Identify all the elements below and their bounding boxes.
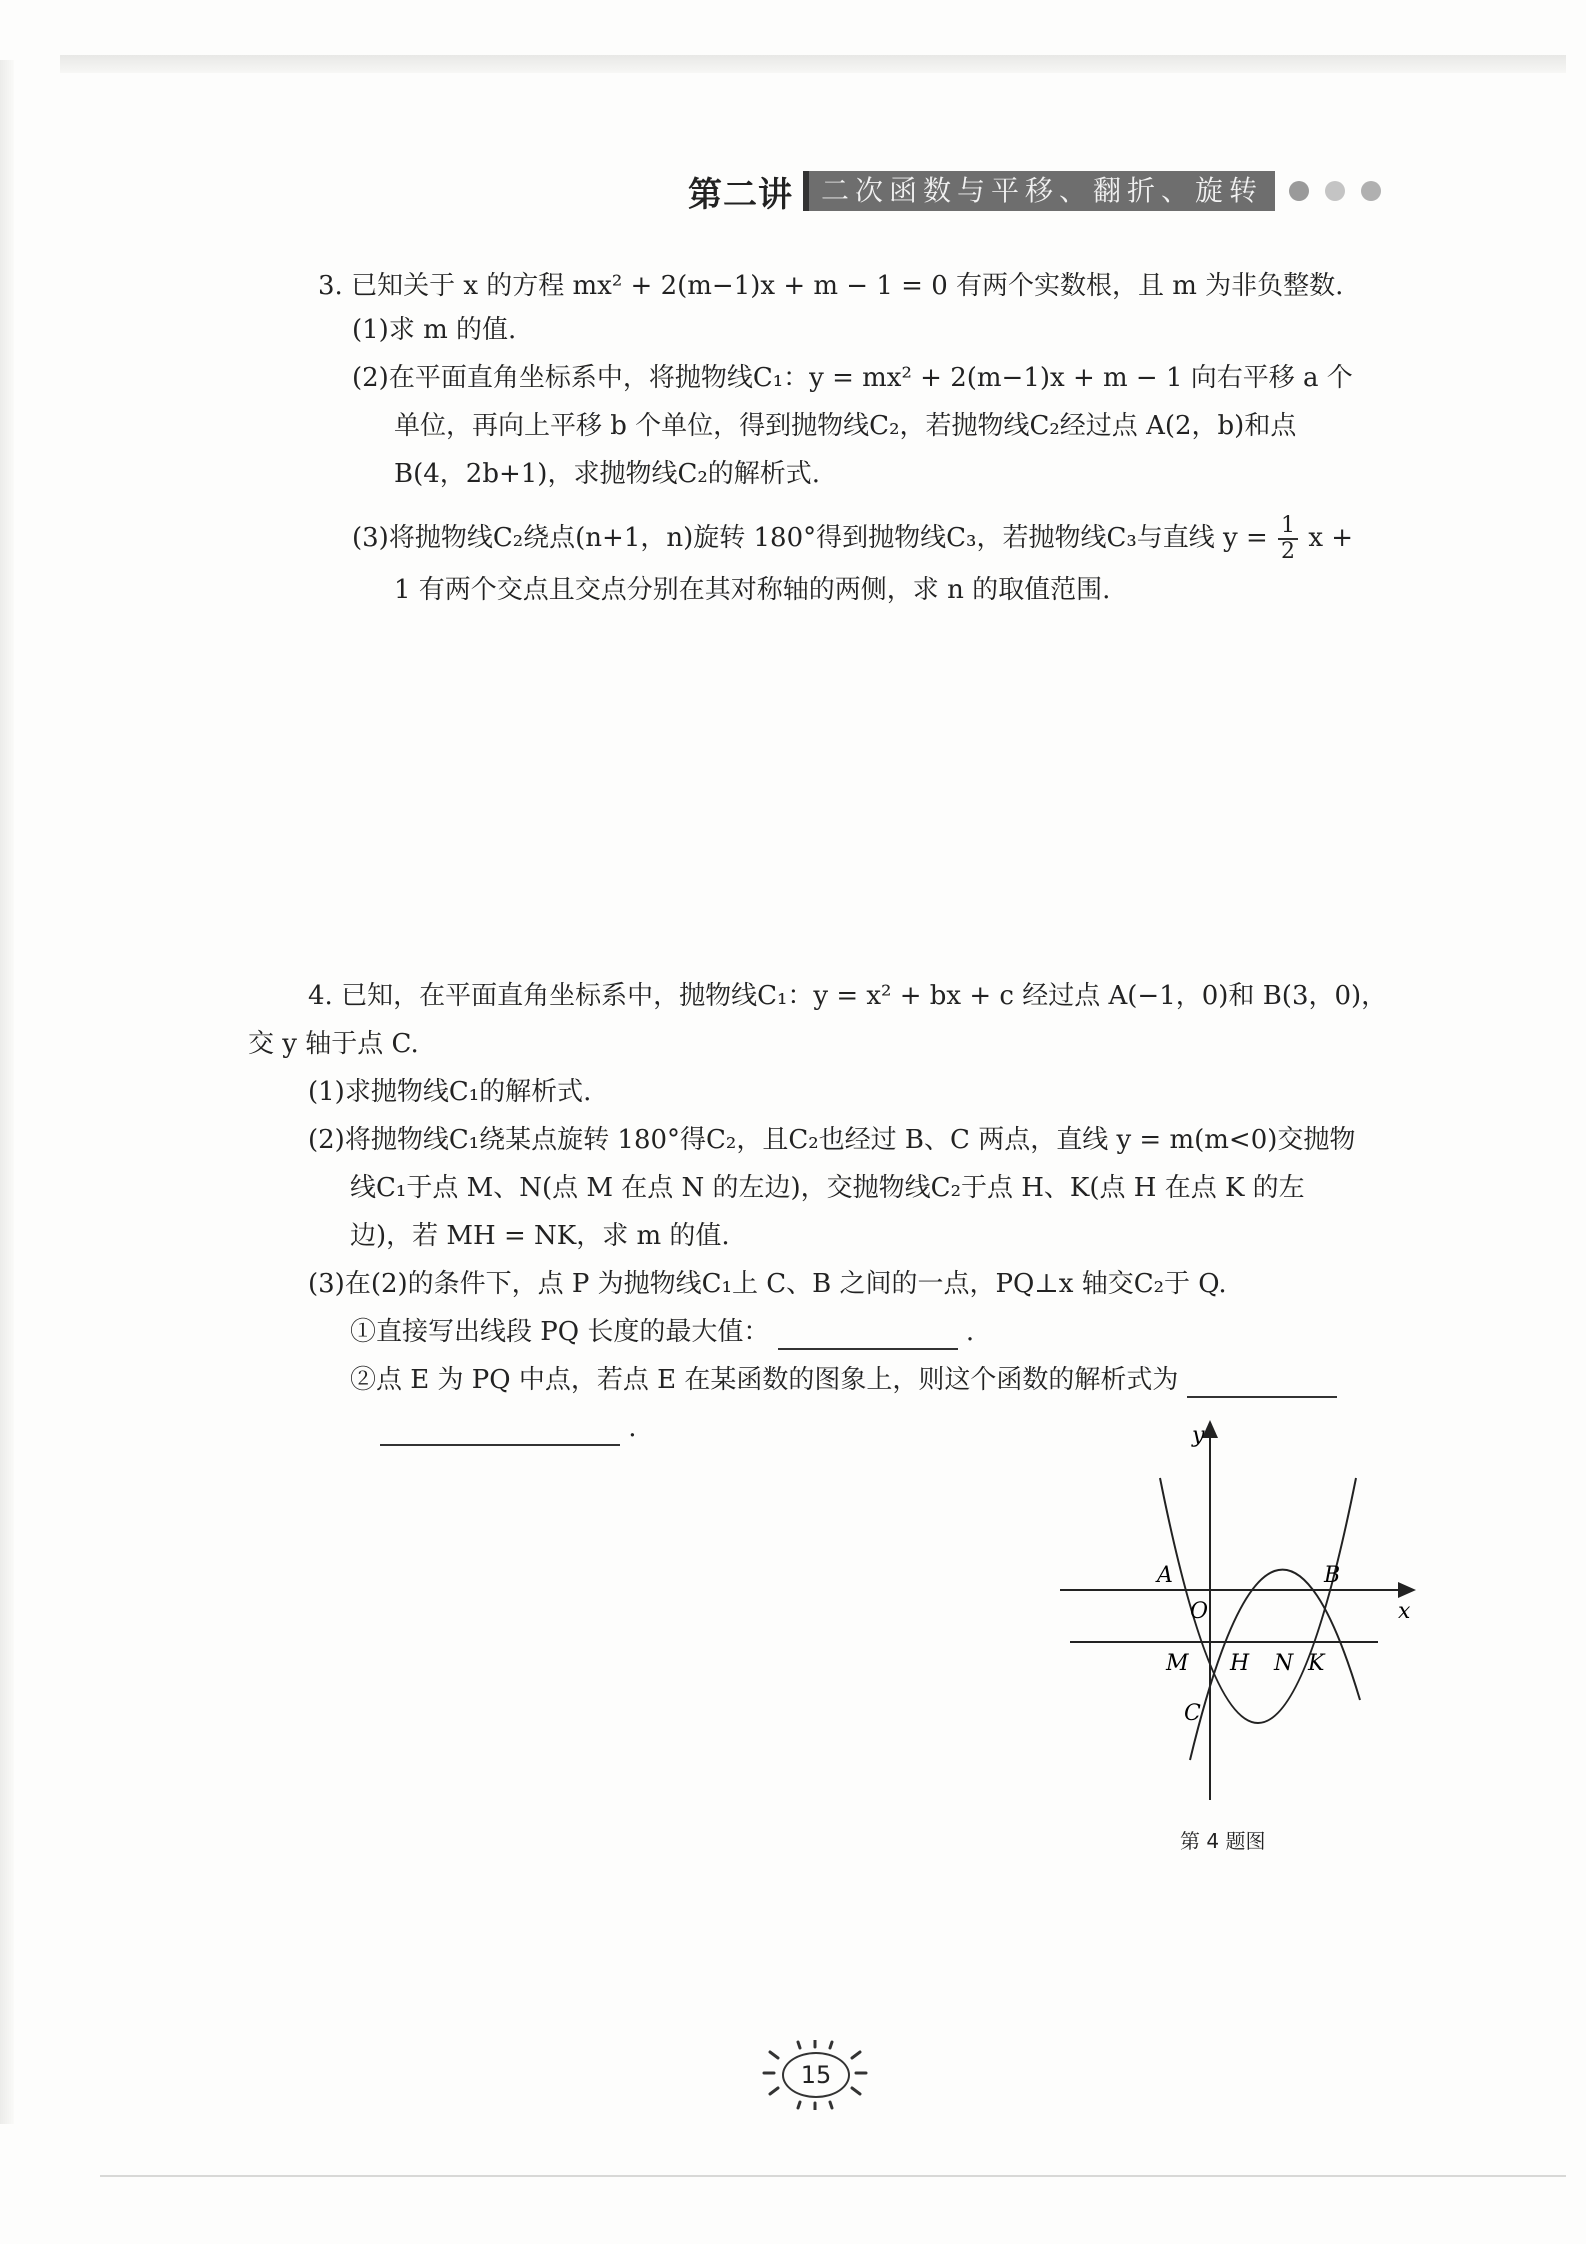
dot-icon: [1289, 181, 1309, 201]
lecture-number: 第二讲: [688, 174, 793, 215]
q3-part3-line1: [352, 514, 1353, 564]
answer-blank[interactable]: [380, 1414, 620, 1446]
q4-part3-sub1-text: ①直接写出线段 PQ 长度的最大值：: [350, 1317, 770, 1347]
fraction-numerator: 1: [1278, 514, 1298, 540]
header-dots: [1289, 181, 1397, 201]
label-h: H: [1230, 1651, 1250, 1676]
page-number: 15: [782, 2052, 850, 2098]
answer-blank[interactable]: [1187, 1366, 1337, 1398]
label-x: x: [1398, 1599, 1411, 1624]
q3-part2-line3: B(4，2b+1)，求抛物线C₂的解析式.: [394, 459, 821, 489]
q4-part3-sub1-end: .: [965, 1317, 975, 1347]
lecture-title: 二次函数与平移、翻折、旋转: [803, 171, 1275, 211]
q4-stem-line2: 交 y 轴于点 C.: [248, 1029, 419, 1059]
lecture-header: [688, 168, 1397, 214]
label-b: B: [1324, 1563, 1341, 1588]
q4-part3-sub2: [350, 1362, 1337, 1398]
q4-part3-sub2-cont: [380, 1410, 637, 1446]
q4-part3-sub2-text: ②点 E 为 PQ 中点，若点 E 在某函数的图象上，则这个函数的解析式为: [350, 1365, 1179, 1395]
q4-part3-sub1: [350, 1314, 974, 1350]
q3-part3-text-end: x +: [1308, 523, 1354, 553]
q4-figure: [1060, 1420, 1420, 1800]
q4-part1: (1)求抛物线C₁的解析式.: [308, 1077, 592, 1107]
q3-part3-text: (3)将抛物线C₂绕点(n+1，n)旋转 180°得到抛物线C₃，若抛物线C₃与直线 y =: [352, 523, 1268, 553]
answer-blank[interactable]: [778, 1318, 958, 1350]
q4-part2-line2: 线C₁于点 M、N(点 M 在点 N 的左边)，交抛物线C₂于点 H、K(点 H 在点 K 的左: [350, 1173, 1305, 1203]
q4-stem-line1: 4. 已知，在平面直角坐标系中，抛物线C₁：y = x² + bx + c 经过点 A(−1，0)和 B(3，0)，: [308, 981, 1388, 1011]
q3-part3-line2: 1 有两个交点且交点分别在其对称轴的两侧，求 n 的取值范围.: [394, 575, 1111, 605]
page-number-badge: [760, 2040, 870, 2110]
q4-part3-sub2-end: .: [628, 1413, 637, 1443]
q4-part3: (3)在(2)的条件下，点 P 为抛物线C₁上 C、B 之间的一点，PQ⊥x 轴交C₂于 Q.: [308, 1269, 1227, 1299]
page-edge-top: [60, 55, 1566, 73]
label-o: O: [1190, 1599, 1209, 1624]
q3-part1: (1)求 m 的值.: [352, 315, 517, 345]
q4-part2-line1: (2)将抛物线C₁绕某点旋转 180°得C₂，且C₂也经过 B、C 两点，直线 y = m(m<0)交抛物: [308, 1125, 1356, 1155]
label-y: y: [1192, 1423, 1205, 1448]
q4-part2-line3: 边)，若 MH = NK，求 m 的值.: [350, 1221, 730, 1251]
label-a: A: [1157, 1563, 1173, 1588]
fraction-one-half: [1278, 514, 1298, 564]
fraction-denominator: 2: [1281, 539, 1296, 564]
page-edge-left: [0, 60, 14, 2124]
q3-part2-line2: 单位，再向上平移 b 个单位，得到抛物线C₂，若抛物线C₂经过点 A(2，b)和点: [394, 411, 1297, 441]
figure-caption: 第 4 题图: [1180, 1829, 1266, 1853]
q3-stem: 3. 已知关于 x 的方程 mx² + 2(m−1)x + m − 1 = 0 有两个实数根，且 m 为非负整数.: [318, 271, 1344, 301]
q3-part2-line1: (2)在平面直角坐标系中，将抛物线C₁：y = mx² + 2(m−1)x + m − 1 向右平移 a 个: [352, 363, 1353, 393]
dot-icon: [1325, 181, 1345, 201]
label-c: C: [1184, 1701, 1201, 1726]
page-edge-bottom: [100, 2175, 1566, 2177]
label-m: M: [1166, 1651, 1189, 1676]
label-n: N: [1274, 1651, 1294, 1676]
dot-icon: [1361, 181, 1381, 201]
label-k: K: [1308, 1651, 1325, 1676]
